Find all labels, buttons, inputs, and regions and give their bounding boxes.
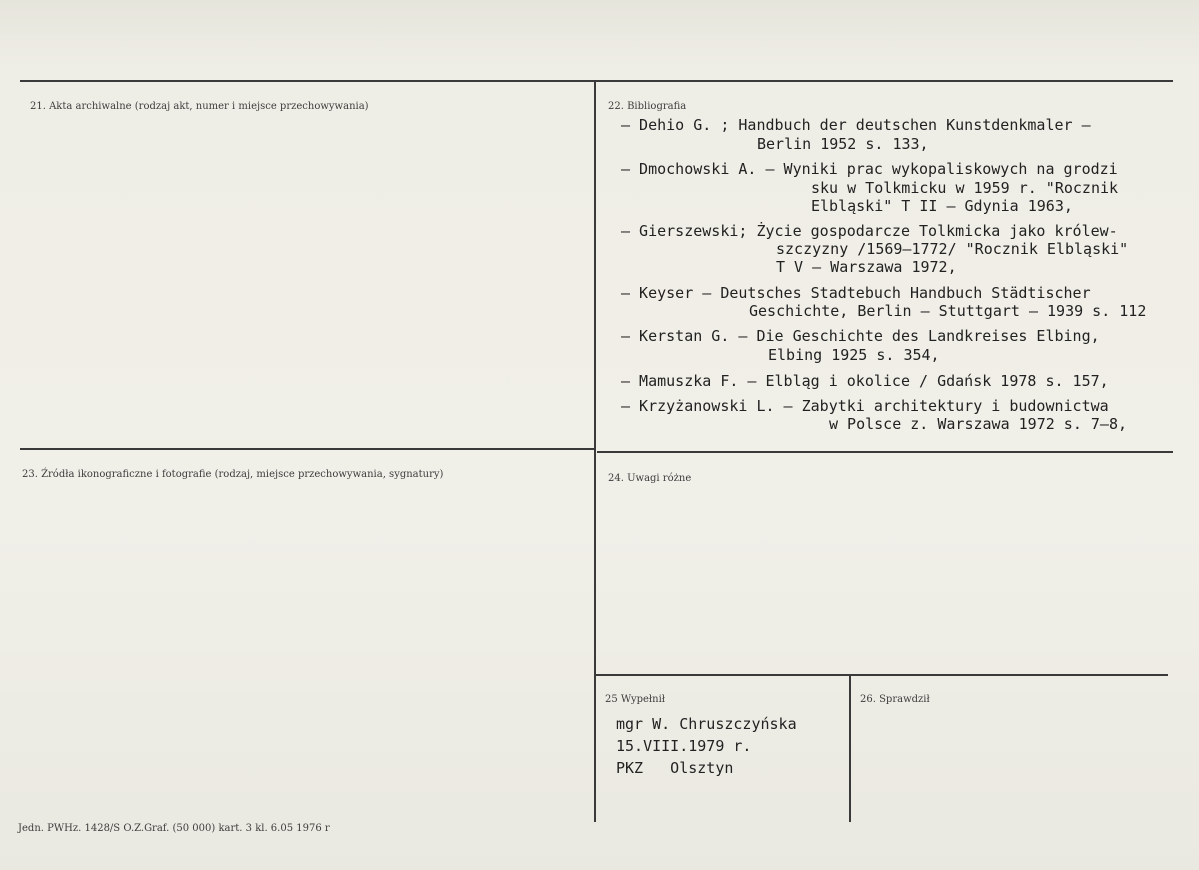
bibliography-line: Elbląski" T II – Gdynia 1963, [811, 197, 1073, 215]
signature-rule [596, 674, 1168, 676]
top-rule [20, 80, 1173, 82]
filled-by-name: mgr W. Chruszczyńska [616, 715, 797, 733]
filled-by-office: PKZ Olsztyn [616, 759, 734, 777]
bibliography-line: Geschichte, Berlin – Stuttgart – 1939 s. 112 [749, 302, 1147, 320]
bibliography-line: – Kerstan G. – Die Geschichte des Landkreises Elbing, [621, 327, 1100, 345]
bibliography-line: Elbing 1925 s. 354, [768, 346, 940, 364]
print-footer: Jedn. PWHz. 1428/S O.Z.Graf. (50 000) kart. 3 kl. 6.05 1976 r [18, 823, 330, 834]
section-26-label: 26. Sprawdził [860, 694, 930, 705]
signature-divider [849, 674, 851, 822]
section-23-label: 23. Źródła ikonograficzne i fotografie (rodzaj, miejsce przechowywania, sygnatury) [22, 469, 444, 480]
bibliography-line: – Gierszewski; Życie gospodarcze Tolkmicka jako królew- [621, 222, 1118, 240]
bibliography-line: sku w Tolkmicku w 1959 r. "Rocznik [811, 179, 1119, 197]
vertical-divider [594, 80, 596, 822]
bibliography-line: – Keyser – Deutsches Stadtebuch Handbuch Städtischer [621, 284, 1091, 302]
section-25-label: 25 Wypełnił [605, 694, 666, 705]
bibliography-line: w Polsce z. Warszawa 1972 s. 7–8, [829, 415, 1128, 433]
section-22-label: 22. Bibliografia [608, 101, 687, 112]
bibliography-line: – Dehio G. ; Handbuch der deutschen Kunstdenkmaler – [621, 116, 1091, 134]
section-24-label: 24. Uwagi różne [608, 473, 692, 484]
bibliography-line: T V – Warszawa 1972, [776, 258, 957, 276]
bibliography-line: szczyzny /1569–1772/ "Rocznik Elbląski" [776, 240, 1129, 258]
bibliography-line: – Krzyżanowski L. – Zabytki architektury i budownictwa [621, 397, 1109, 415]
middle-rule-right [597, 451, 1173, 453]
middle-rule-left [20, 448, 594, 450]
section-21-label: 21. Akta archiwalne (rodzaj akt, numer i miejsce przechowywania) [30, 101, 369, 112]
filled-by-date: 15.VIII.1979 r. [616, 737, 752, 755]
bibliography-line: Berlin 1952 s. 133, [757, 135, 929, 153]
bibliography-line: – Mamuszka F. – Elbląg i okolice / Gdańsk 1978 s. 157, [621, 372, 1109, 390]
bibliography-line: – Dmochowski A. – Wyniki prac wykopaliskowych na grodzi [621, 160, 1118, 178]
